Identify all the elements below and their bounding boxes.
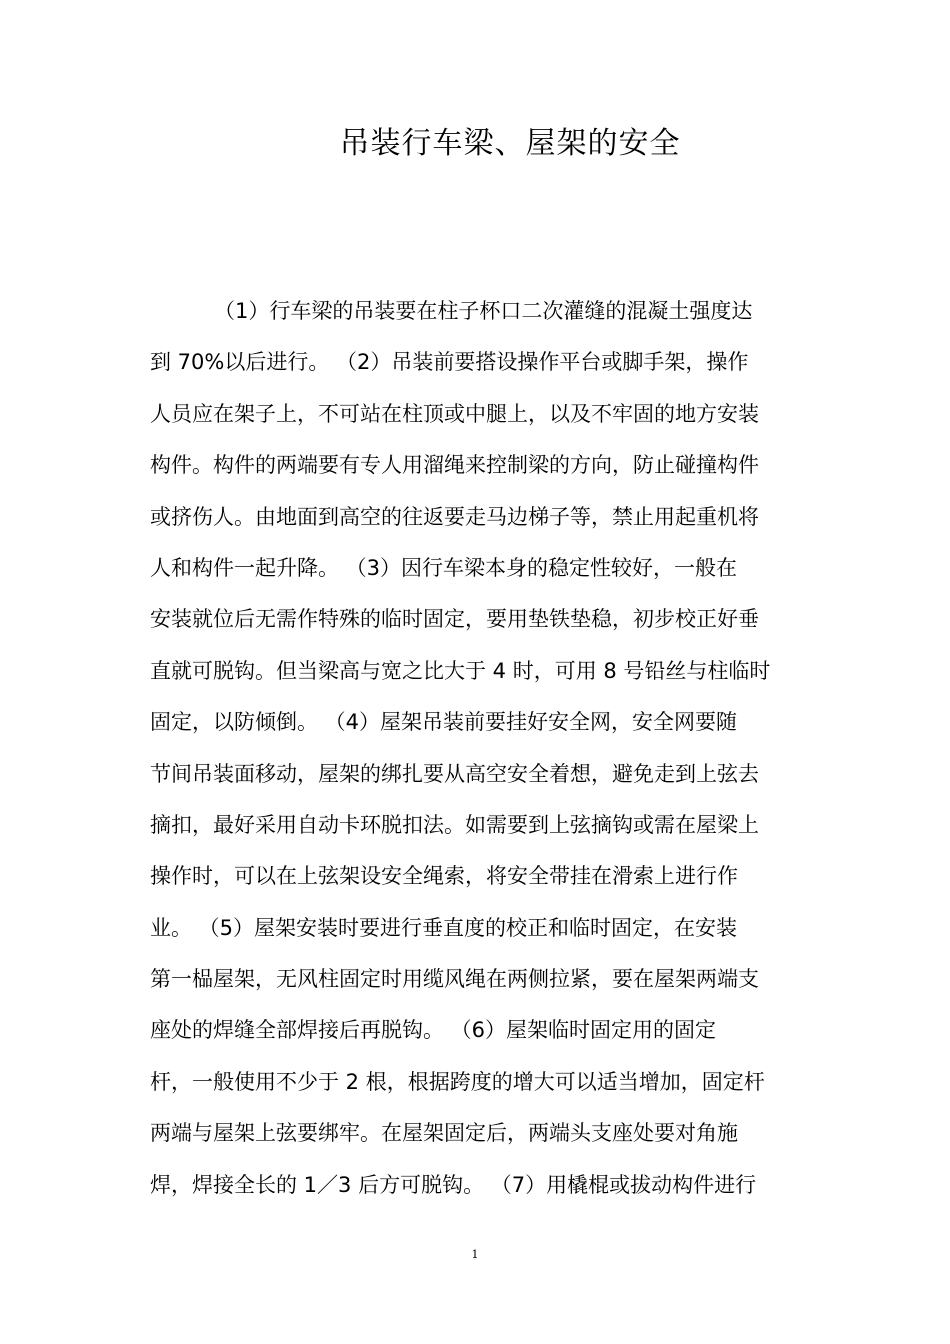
text-line: 座处的焊缝全部焊接后再脱钩。 （6）屋架临时固定用的固定 [150, 1018, 717, 1043]
text-line: （1）行车梁的吊装要在柱子杯口二次灌缝的混凝土强度达 [214, 299, 753, 323]
text-line: 或挤伤人。由地面到高空的往返要走马边梯子等，禁止用起重机将 [150, 504, 759, 529]
text-line: 杆，一般使用不少于 2 根，根据跨度的增大可以适当增加，固定杆 [150, 1069, 765, 1094]
document-title: 吊装行车梁、屋架的安全 [339, 126, 681, 161]
document-body [150, 293, 810, 1218]
text-line: 焊，焊接全长的 1／3 后方可脱钩。 （7）用橇棍或拔动构件进行 [150, 1172, 757, 1197]
text-line: 节间吊装面移动，屋架的绑扎要从高空安全着想，避免走到上弦去 [150, 761, 759, 786]
text-line: 直就可脱钩。但当梁高与宽之比大于 4 时，可用 8 号铅丝与柱临时 [150, 658, 771, 683]
text-line: 构件。构件的两端要有专人用溜绳来控制梁的方向，防止碰撞构件 [150, 453, 759, 478]
text-line: 安装就位后无需作特殊的临时固定，要用垫铁垫稳，初步校正好垂 [150, 607, 759, 632]
text-line: 第一榀屋架，无风柱固定时用缆风绳在两侧拉紧，要在屋架两端支 [150, 967, 759, 992]
text-line: 摘扣，最好采用自动卡环脱扣法。如需要到上弦摘钩或需在屋梁上 [150, 812, 759, 837]
text-line: 两端与屋架上弦要绑牢。在屋架固定后，两端头支座处要对角施 [150, 1121, 738, 1146]
text-line: 人和构件一起升降。 （3）因行车梁本身的稳定性较好，一般在 [150, 555, 738, 580]
text-line: 业。 （5）屋架安装时要进行垂直度的校正和临时固定，在安装 [150, 915, 738, 940]
text-line: 到 70%以后进行。 （2）吊装前要搭设操作平台或脚手架，操作 [150, 350, 749, 375]
text-line: 人员应在架子上，不可站在柱顶或中腿上，以及不牢固的地方安装 [150, 401, 759, 426]
page-number: 1 [471, 1248, 479, 1261]
text-line: 固定，以防倾倒。 （4）屋架吊装前要挂好安全网，安全网要随 [150, 710, 738, 735]
text-line: 操作时，可以在上弦架设安全绳索，将安全带挂在滑索上进行作 [150, 864, 738, 889]
